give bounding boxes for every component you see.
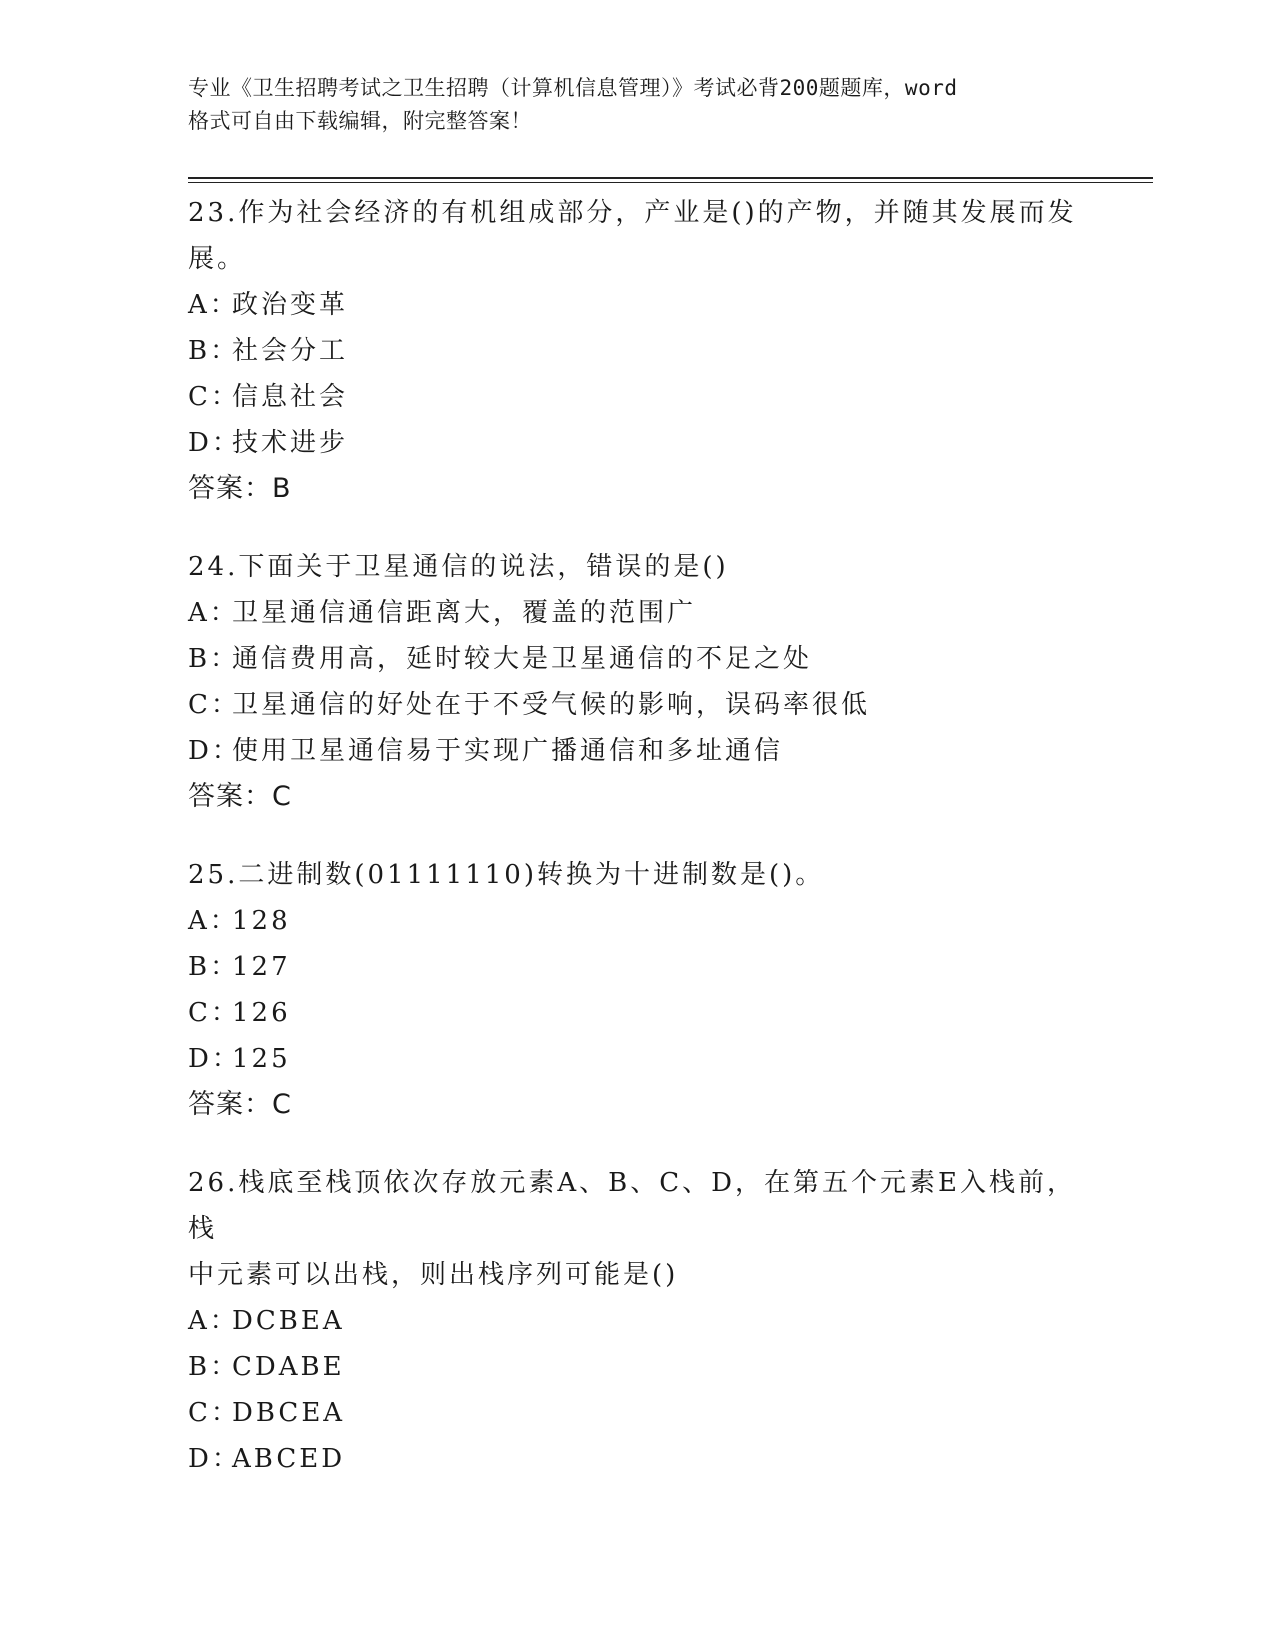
option-c bbox=[188, 682, 1088, 728]
option-letter: C： bbox=[188, 382, 240, 412]
option-b bbox=[188, 636, 1088, 682]
option-text: 125 bbox=[232, 1044, 291, 1074]
option-letter: D： bbox=[188, 1444, 241, 1474]
option-letter: B： bbox=[188, 1352, 240, 1382]
option-text: 社会分工 bbox=[232, 336, 349, 366]
option-text: 126 bbox=[232, 998, 291, 1028]
option-letter: A： bbox=[188, 906, 239, 936]
option-letter: C： bbox=[188, 1398, 240, 1428]
option-a bbox=[188, 1298, 1088, 1344]
question-25 bbox=[188, 852, 1088, 1128]
question-stem: 24.下面关于卫星通信的说法，错误的是() bbox=[188, 552, 729, 582]
option-d bbox=[188, 728, 1088, 774]
option-letter: C： bbox=[188, 690, 240, 720]
header-divider bbox=[188, 177, 1153, 183]
option-a bbox=[188, 282, 1088, 328]
option-text: CDABE bbox=[232, 1352, 345, 1382]
option-d bbox=[188, 1436, 1088, 1482]
question-stem: 25.二进制数(01111110)转换为十进制数是()。 bbox=[188, 860, 825, 890]
option-text: 政治变革 bbox=[232, 290, 349, 320]
option-text: 卫星通信的好处在于不受气候的影响，误码率很低 bbox=[232, 690, 871, 720]
option-letter: B： bbox=[188, 336, 240, 366]
option-letter: A： bbox=[188, 598, 239, 628]
option-text: 卫星通信通信距离大，覆盖的范围广 bbox=[232, 598, 697, 628]
question-24 bbox=[188, 544, 1088, 820]
header-line-2: 格式可自由下载编辑，附完整答案！ bbox=[188, 109, 532, 133]
answer-line: 答案：C bbox=[188, 1089, 292, 1120]
question-stem-continued: 展。 bbox=[188, 244, 247, 274]
option-a bbox=[188, 898, 1088, 944]
option-text: 通信费用高，延时较大是卫星通信的不足之处 bbox=[232, 644, 813, 674]
option-text: 信息社会 bbox=[232, 382, 349, 412]
question-stem: 23.作为社会经济的有机组成部分，产业是()的产物，并随其发展而发 bbox=[188, 198, 1077, 228]
option-b bbox=[188, 1344, 1088, 1390]
option-text: DCBEA bbox=[232, 1306, 345, 1336]
option-text: DBCEA bbox=[232, 1398, 346, 1428]
option-c bbox=[188, 374, 1088, 420]
option-letter: B： bbox=[188, 952, 240, 982]
answer-line: 答案：C bbox=[188, 781, 292, 812]
option-text: 127 bbox=[232, 952, 291, 982]
option-letter: A： bbox=[188, 290, 239, 320]
question-stem-continued: 中元素可以出栈，则出栈序列可能是() bbox=[188, 1260, 679, 1290]
option-letter: A： bbox=[188, 1306, 239, 1336]
document-header bbox=[188, 72, 1088, 138]
question-list bbox=[188, 190, 1088, 1514]
option-text: 使用卫星通信易于实现广播通信和多址通信 bbox=[232, 736, 784, 766]
option-c bbox=[188, 990, 1088, 1036]
option-d bbox=[188, 420, 1088, 466]
option-letter: D： bbox=[188, 736, 241, 766]
option-letter: D： bbox=[188, 428, 241, 458]
header-line-1: 专业《卫生招聘考试之卫生招聘（计算机信息管理）》考试必背200题题库，word bbox=[188, 76, 958, 100]
option-b bbox=[188, 944, 1088, 990]
option-b bbox=[188, 328, 1088, 374]
question-26 bbox=[188, 1160, 1088, 1482]
question-stem: 26.栈底至栈顶依次存放元素A、B、C、D，在第五个元素E入栈前，栈 bbox=[188, 1168, 1076, 1244]
question-23 bbox=[188, 190, 1088, 512]
option-letter: C： bbox=[188, 998, 240, 1028]
option-d bbox=[188, 1036, 1088, 1082]
option-text: ABCED bbox=[232, 1444, 346, 1474]
option-c bbox=[188, 1390, 1088, 1436]
option-a bbox=[188, 590, 1088, 636]
option-letter: B： bbox=[188, 644, 240, 674]
option-letter: D： bbox=[188, 1044, 241, 1074]
answer-line: 答案：B bbox=[188, 473, 292, 504]
option-text: 技术进步 bbox=[232, 428, 349, 458]
option-text: 128 bbox=[232, 906, 291, 936]
